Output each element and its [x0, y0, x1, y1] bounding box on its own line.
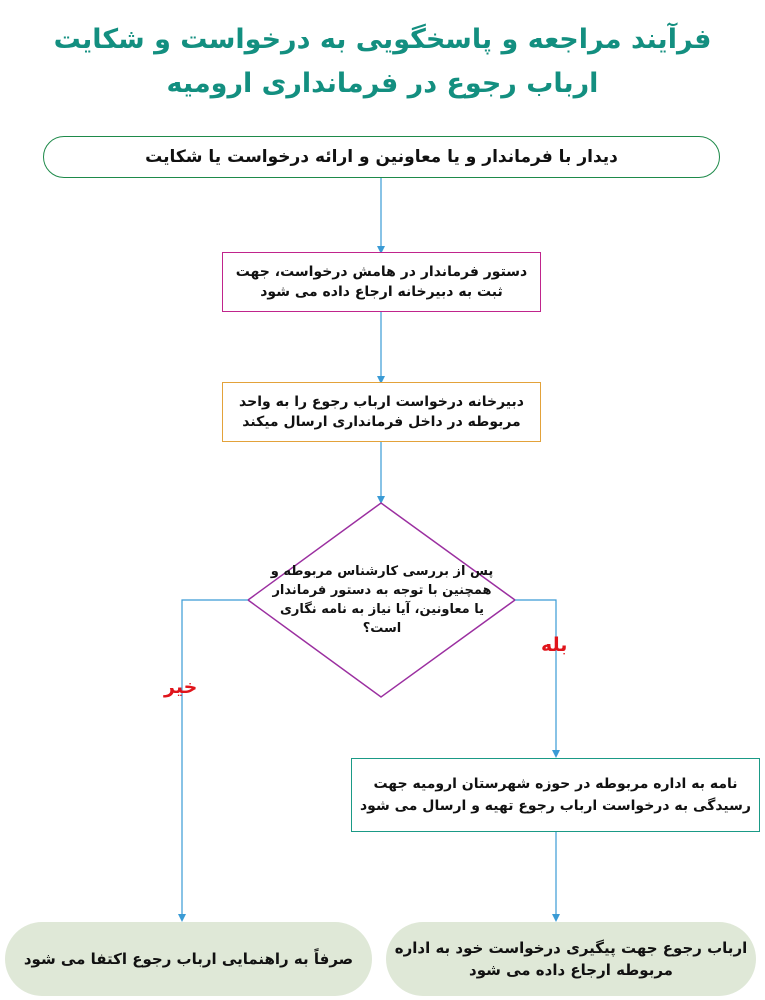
decision-node-text: پس از بررسی کارشناس مربوطه و همچنین با توجه به دستور فرماندار یا معاونین، آیا نیاز به نامه نگاری است؟: [270, 564, 494, 636]
branch-label-yes: بله: [541, 634, 568, 656]
start-node: دیدار با فرماندار و یا معاونین و ارائه درخواست یا شکایت: [43, 136, 720, 178]
step-node-governor-order: دستور فرماندار در هامش درخواست، جهت ثبت به دبیرخانه ارجاع داده می شود: [222, 252, 541, 312]
branch-label-no: خیر: [164, 676, 198, 698]
end-node-referral: ارباب رجوع جهت پیگیری درخواست خود به اداره مربوطه ارجاع داده می شود: [386, 922, 756, 996]
end-node-guidance: صرفاً به راهنمایی ارباب رجوع اکتفا می شود: [5, 922, 372, 996]
chart-title-line1: فرآیند مراجعه و پاسخگویی به درخواست و شکایت: [53, 24, 712, 55]
arrow-yes-branch: [515, 600, 556, 754]
chart-title-line2: ارباب رجوع در فرمانداری ارومیه: [166, 68, 599, 99]
step-node-letter: نامه به اداره مربوطه در حوزه شهرستان ارومیه جهت رسیدگی به درخواست ارباب رجوع تهیه و ارسال می شود: [351, 758, 760, 832]
arrow-no-branch: [182, 600, 248, 918]
step-node-secretariat: دبیرخانه درخواست ارباب رجوع را به واحد مربوطه در داخل فرمانداری ارسال میکند: [222, 382, 541, 442]
